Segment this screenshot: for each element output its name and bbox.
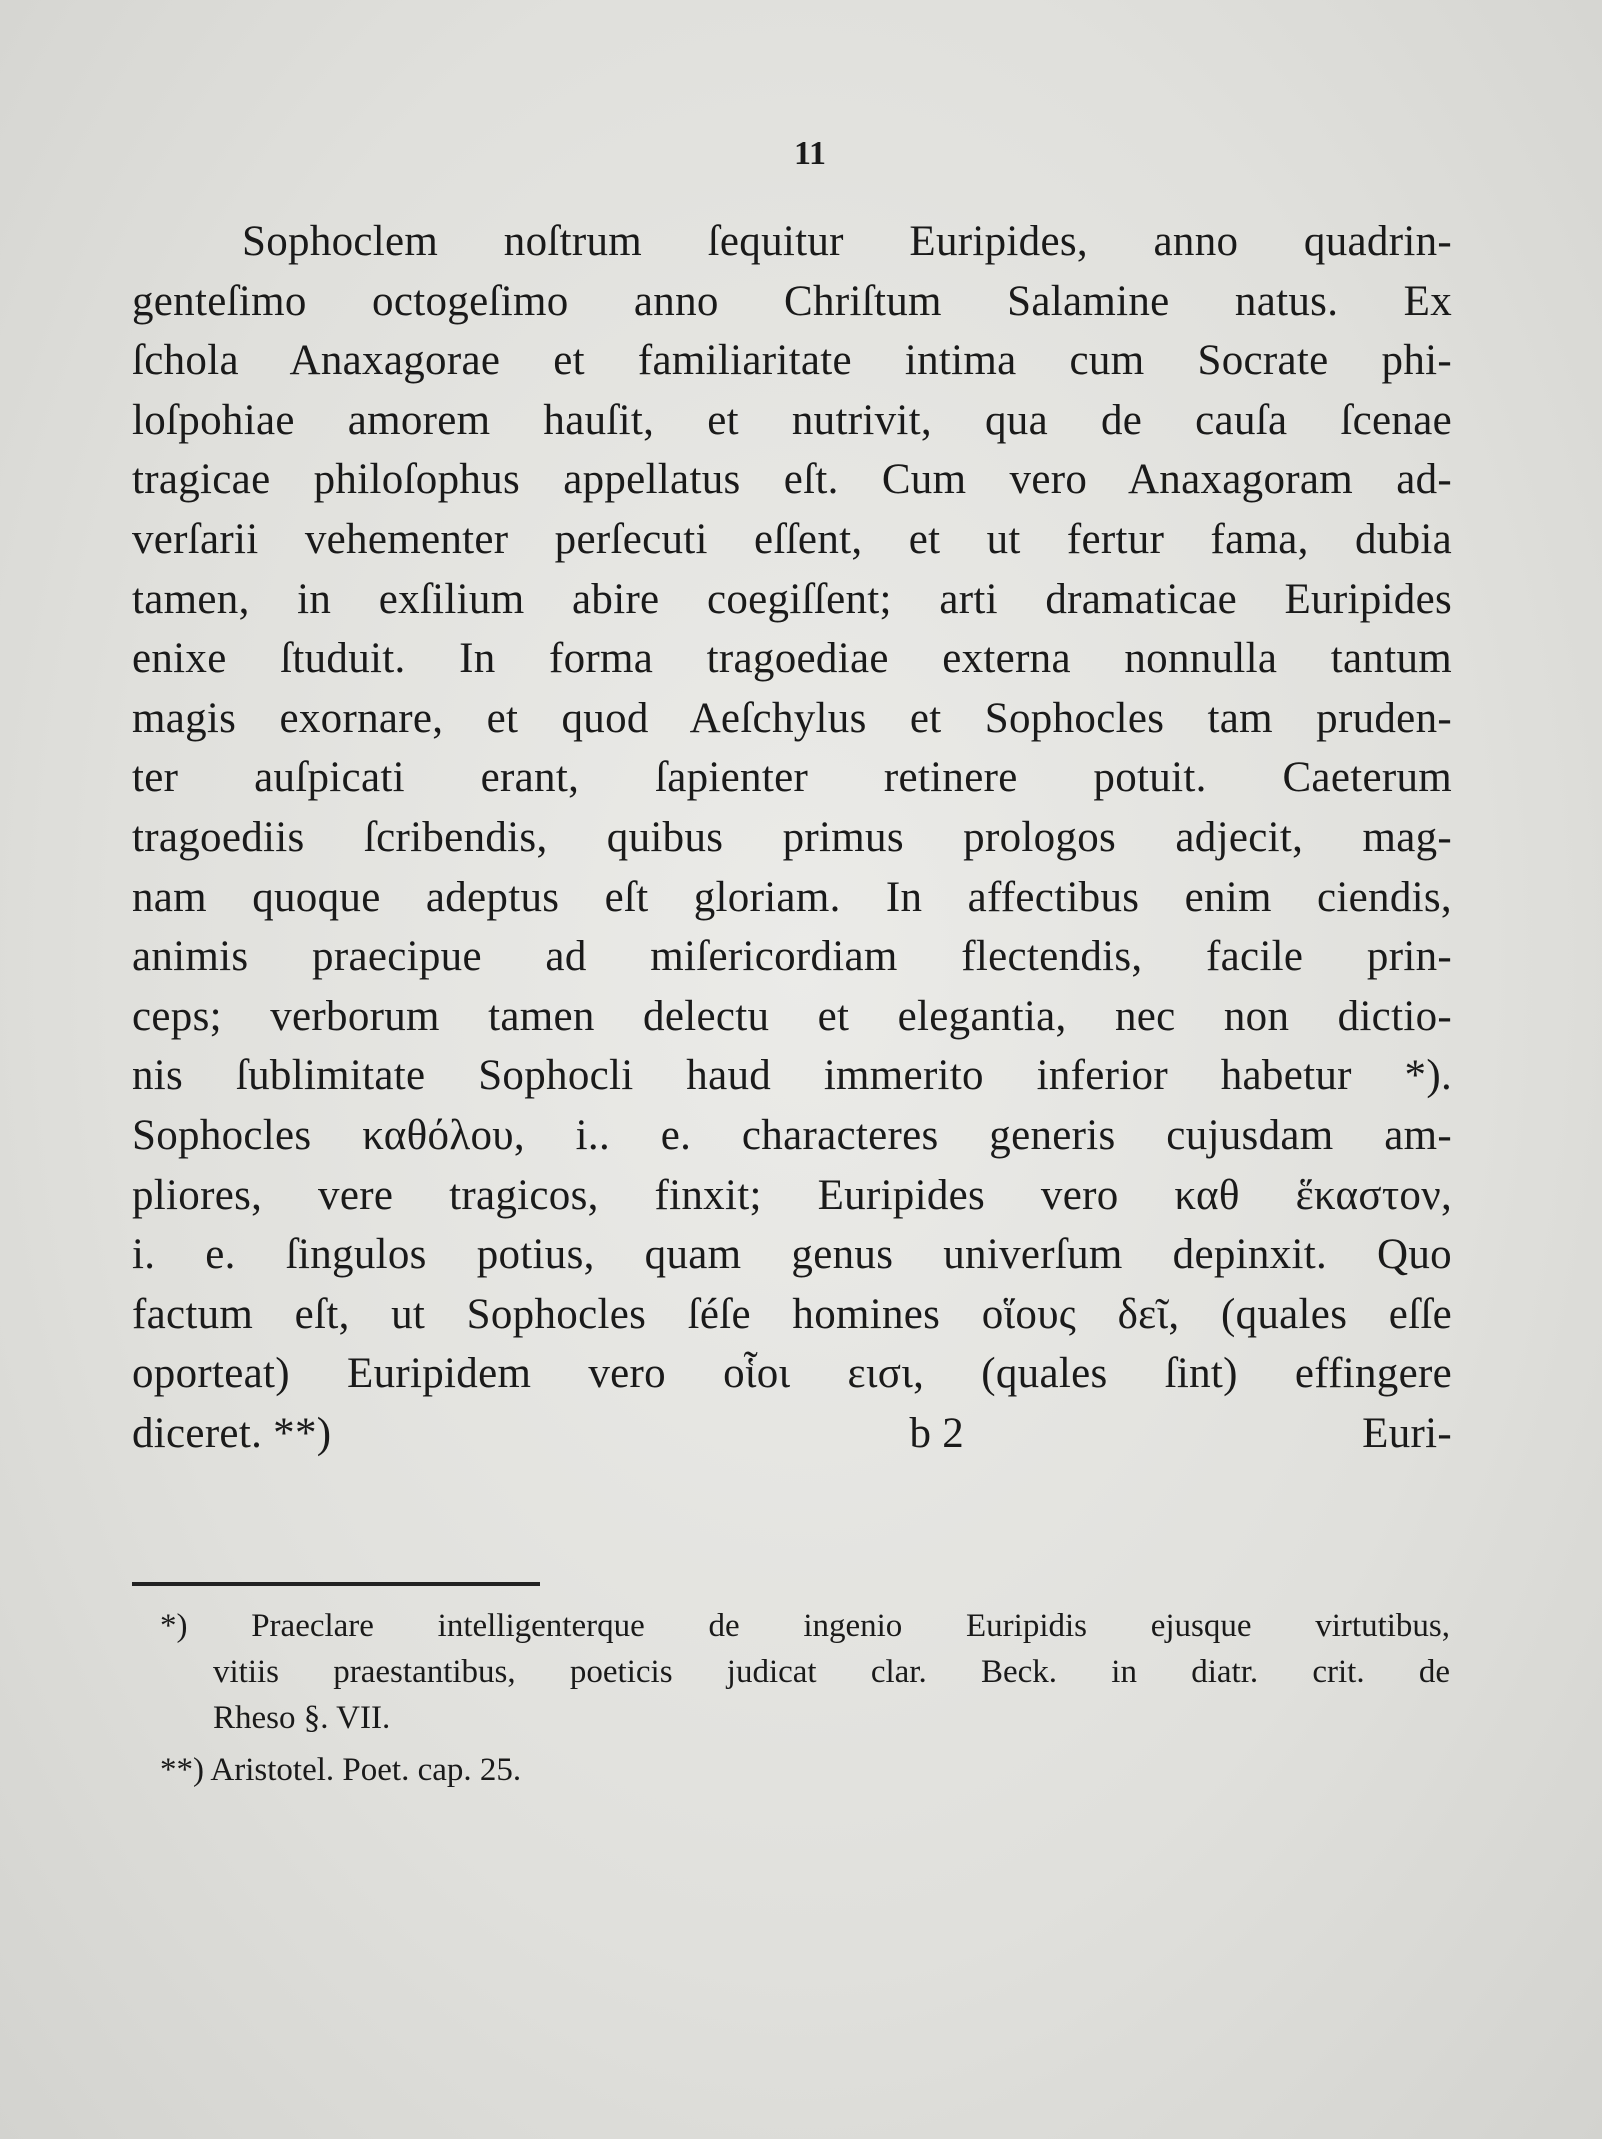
signature-mark: b 2	[909, 1409, 965, 1457]
text-line: oporteat) Euripidem vero οἷοι εισι, (quales ſint) effingere	[132, 1350, 1452, 1398]
footnote-line: *) Praeclare intelligenterque de ingenio Euripidis ejusque virtutibus,	[160, 1608, 1450, 1644]
text-line: loſpohiae amorem hauſit, et nutrivit, qua de cauſa ſcenae	[132, 396, 1452, 444]
footnote-line: vitiis praestantibus, poeticis judicat clar. Beck. in diatr. crit. de	[213, 1654, 1450, 1690]
text-line: animis praecipue ad miſericordiam flectendis, facile prin-	[132, 933, 1452, 981]
footnote	[160, 1747, 1450, 1793]
text-line: tamen, in exſilium abire coegiſſent; arti dramaticae Euripides	[132, 575, 1452, 623]
text-line: nam quoque adeptus eſt gloriam. In affectibus enim ciendis,	[132, 873, 1452, 921]
main-paragraph	[132, 212, 1452, 1463]
text-line: magis exornare, et quod Aeſchylus et Sophocles tam pruden-	[132, 694, 1452, 742]
footnote	[160, 1603, 1450, 1741]
text-line: nis ſublimitate Sophocli haud immerito inferior habetur *).	[132, 1052, 1452, 1100]
footnote-divider	[132, 1582, 540, 1586]
footnotes	[160, 1603, 1450, 1793]
last-line-text: diceret. **)	[132, 1409, 332, 1457]
text-line: tragicae philoſophus appellatus eſt. Cum vero Anaxagoram ad-	[132, 456, 1452, 504]
text-line: ter auſpicati erant, ſapienter retinere potuit. Caeterum	[132, 754, 1452, 802]
text-line: tragoediis ſcribendis, quibus primus prologos adjecit, mag-	[132, 813, 1452, 861]
footnote-line: Rheso §. VII.	[213, 1700, 391, 1736]
footnote-line: **) Aristotel. Poet. cap. 25.	[160, 1752, 522, 1788]
catchword: Euri-	[1362, 1409, 1452, 1457]
page-number: 11	[793, 135, 827, 172]
last-text-line	[132, 1404, 1452, 1464]
text-line: ſchola Anaxagorae et familiaritate intima cum Socrate phi-	[132, 337, 1452, 385]
text-line: i. e. ſingulos potius, quam genus univerſum depinxit. Quo	[132, 1231, 1452, 1279]
text-line: ceps; verborum tamen delectu et elegantia, nec non dictio-	[132, 992, 1452, 1040]
text-line: genteſimo octogeſimo anno Chriſtum Salamine natus. Ex	[132, 277, 1452, 325]
text-line: factum eſt, ut Sophocles ſéſe homines οἵους δεῖ, (quales eſſe	[132, 1290, 1452, 1338]
text-line: Sophoclem noſtrum ſequitur Euripides, anno quadrin-	[242, 218, 1452, 265]
text-line: pliores, vere tragicos, finxit; Euripides vero καθ ἕκαστον,	[132, 1171, 1452, 1219]
text-line: enixe ſtuduit. In forma tragoediae externa nonnulla tantum	[132, 635, 1452, 683]
text-line: verſarii vehementer perſecuti eſſent, et ut fertur fama, dubia	[132, 515, 1452, 563]
text-line: Sophocles καθόλου, i.. e. characteres generis cujusdam am-	[132, 1111, 1452, 1159]
